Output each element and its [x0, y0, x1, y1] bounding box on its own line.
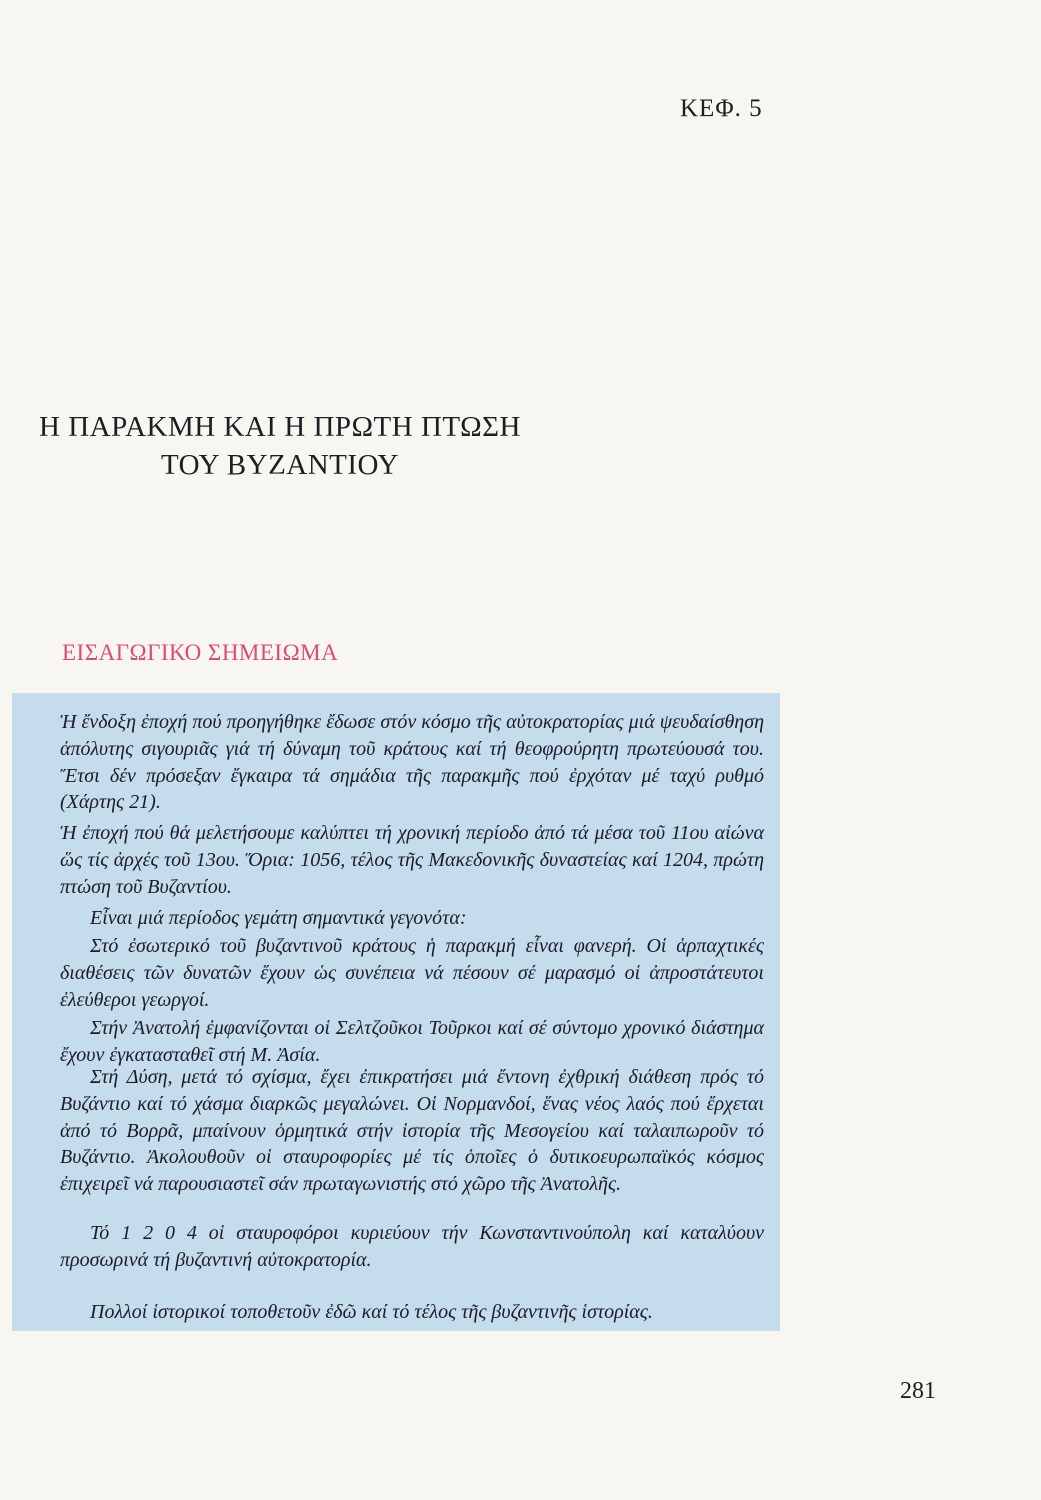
chapter-title-line-2: ΤΟΥ ΒΥΖΑΝΤΙΟΥ [160, 449, 399, 481]
paragraph-1: Ἡ ἔνδοξη ἐποχή πού προηγήθηκε ἔδωσε στόν κόσμο τῆς αὐτοκρατορίας μιά ψευδαίσθηση ἀπόλυτης σιγουριᾶς γιά τή δύναμη τοῦ κράτους καί τή θεοφρούρητη πρωτεύουσά του. Ἔτσι δέν πρόσεξαν ἔγκαιρα τά σημάδια τῆς παρακμῆς πού ἐρχόταν μέ ταχύ ρυθμό (Χάρτης 21). [60, 711, 764, 814]
paragraph-8: Πολλοί ἱστορικοί τοποθετοῦν ἐδῶ καί τό τέλος τῆς βυζαντινῆς ἱστορίας. [90, 1301, 653, 1323]
page-number: 281 [900, 1378, 936, 1404]
section-heading: ΕΙΣΑΓΩΓΙΚΟ ΣΗΜΕΙΩΜΑ [62, 640, 339, 665]
chapter-label: ΚΕΦ. 5 [680, 95, 763, 122]
paragraph-4: Στό ἐσωτερικό τοῦ βυζαντινοῦ κράτους ἡ παρακμή εἶναι φανερή. Οἱ ἁρπαχτικές διαθέσεις τῶν δυνατῶν ἔχουν ὡς συνέπεια νά πέσουν σέ μαρασμό οἱ ἀπροστάτευτοι ἐλεύθεροι γεωργοί. [60, 935, 764, 1011]
chapter-title [20, 408, 540, 484]
paragraph-2: Ἡ ἐποχή πού θά μελετήσουμε καλύπτει τή χρονική περίοδο ἀπό τά μέσα τοῦ 11ου αἰώνα ὥς τίς ἀρχές τοῦ 13ου. Ὅρια: 1056, τέλος τῆς Μακεδονικῆς δυναστείας καί 1204, πρώτη πτώση τοῦ Βυζαντίου. [60, 822, 764, 898]
paragraph-7: Τό 1 2 0 4 οἱ σταυροφόροι κυριεύουν τήν Κωνσταντινούπολη καί καταλύουν προσωρινά τή βυζαντινή αὐτοκρατορία. [60, 1222, 764, 1271]
chapter-title-line-1: Η ΠΑΡΑΚΜΗ ΚΑΙ Η ΠΡΩΤΗ ΠΤΩΣΗ [39, 411, 521, 443]
paragraph-6: Στή Δύση, μετά τό σχίσμα, ἔχει ἐπικρατήσει μιά ἔντονη ἐχθρική διάθεση πρός τό Βυζάντιο καί τό χάσμα διαρκῶς μεγαλώνει. Οἱ Νορμανδοί, ἕνας νέος λαός πού ἔρχεται ἀπό τό Βορρᾶ, μπαίνουν ὁρμητικά στήν ἱστορία τῆς Μεσογείου καί ταλαιπωροῦν τό Βυζάντιο. Ἀκολουθοῦν οἱ σταυροφορίες μέ τίς ὁποῖες ὁ δυτικοευρωπαϊκός κόσμος ἐπιχειρεῖ νά παρουσιαστεῖ σάν πρωταγωνιστής στό χῶρο τῆς Ἀνατολῆς. [60, 1066, 764, 1196]
paragraph-5: Στήν Ἀνατολή ἐμφανίζονται οἱ Σελτζοῦκοι Τοῦρκοι καί σέ σύντομο χρονικό διάστημα ἔχουν ἐγκατασταθεῖ στή Μ. Ἀσία. [60, 1017, 764, 1066]
paragraph-3: Εἶναι μιά περίοδος γεμάτη σημαντικά γεγονότα: [90, 907, 467, 929]
